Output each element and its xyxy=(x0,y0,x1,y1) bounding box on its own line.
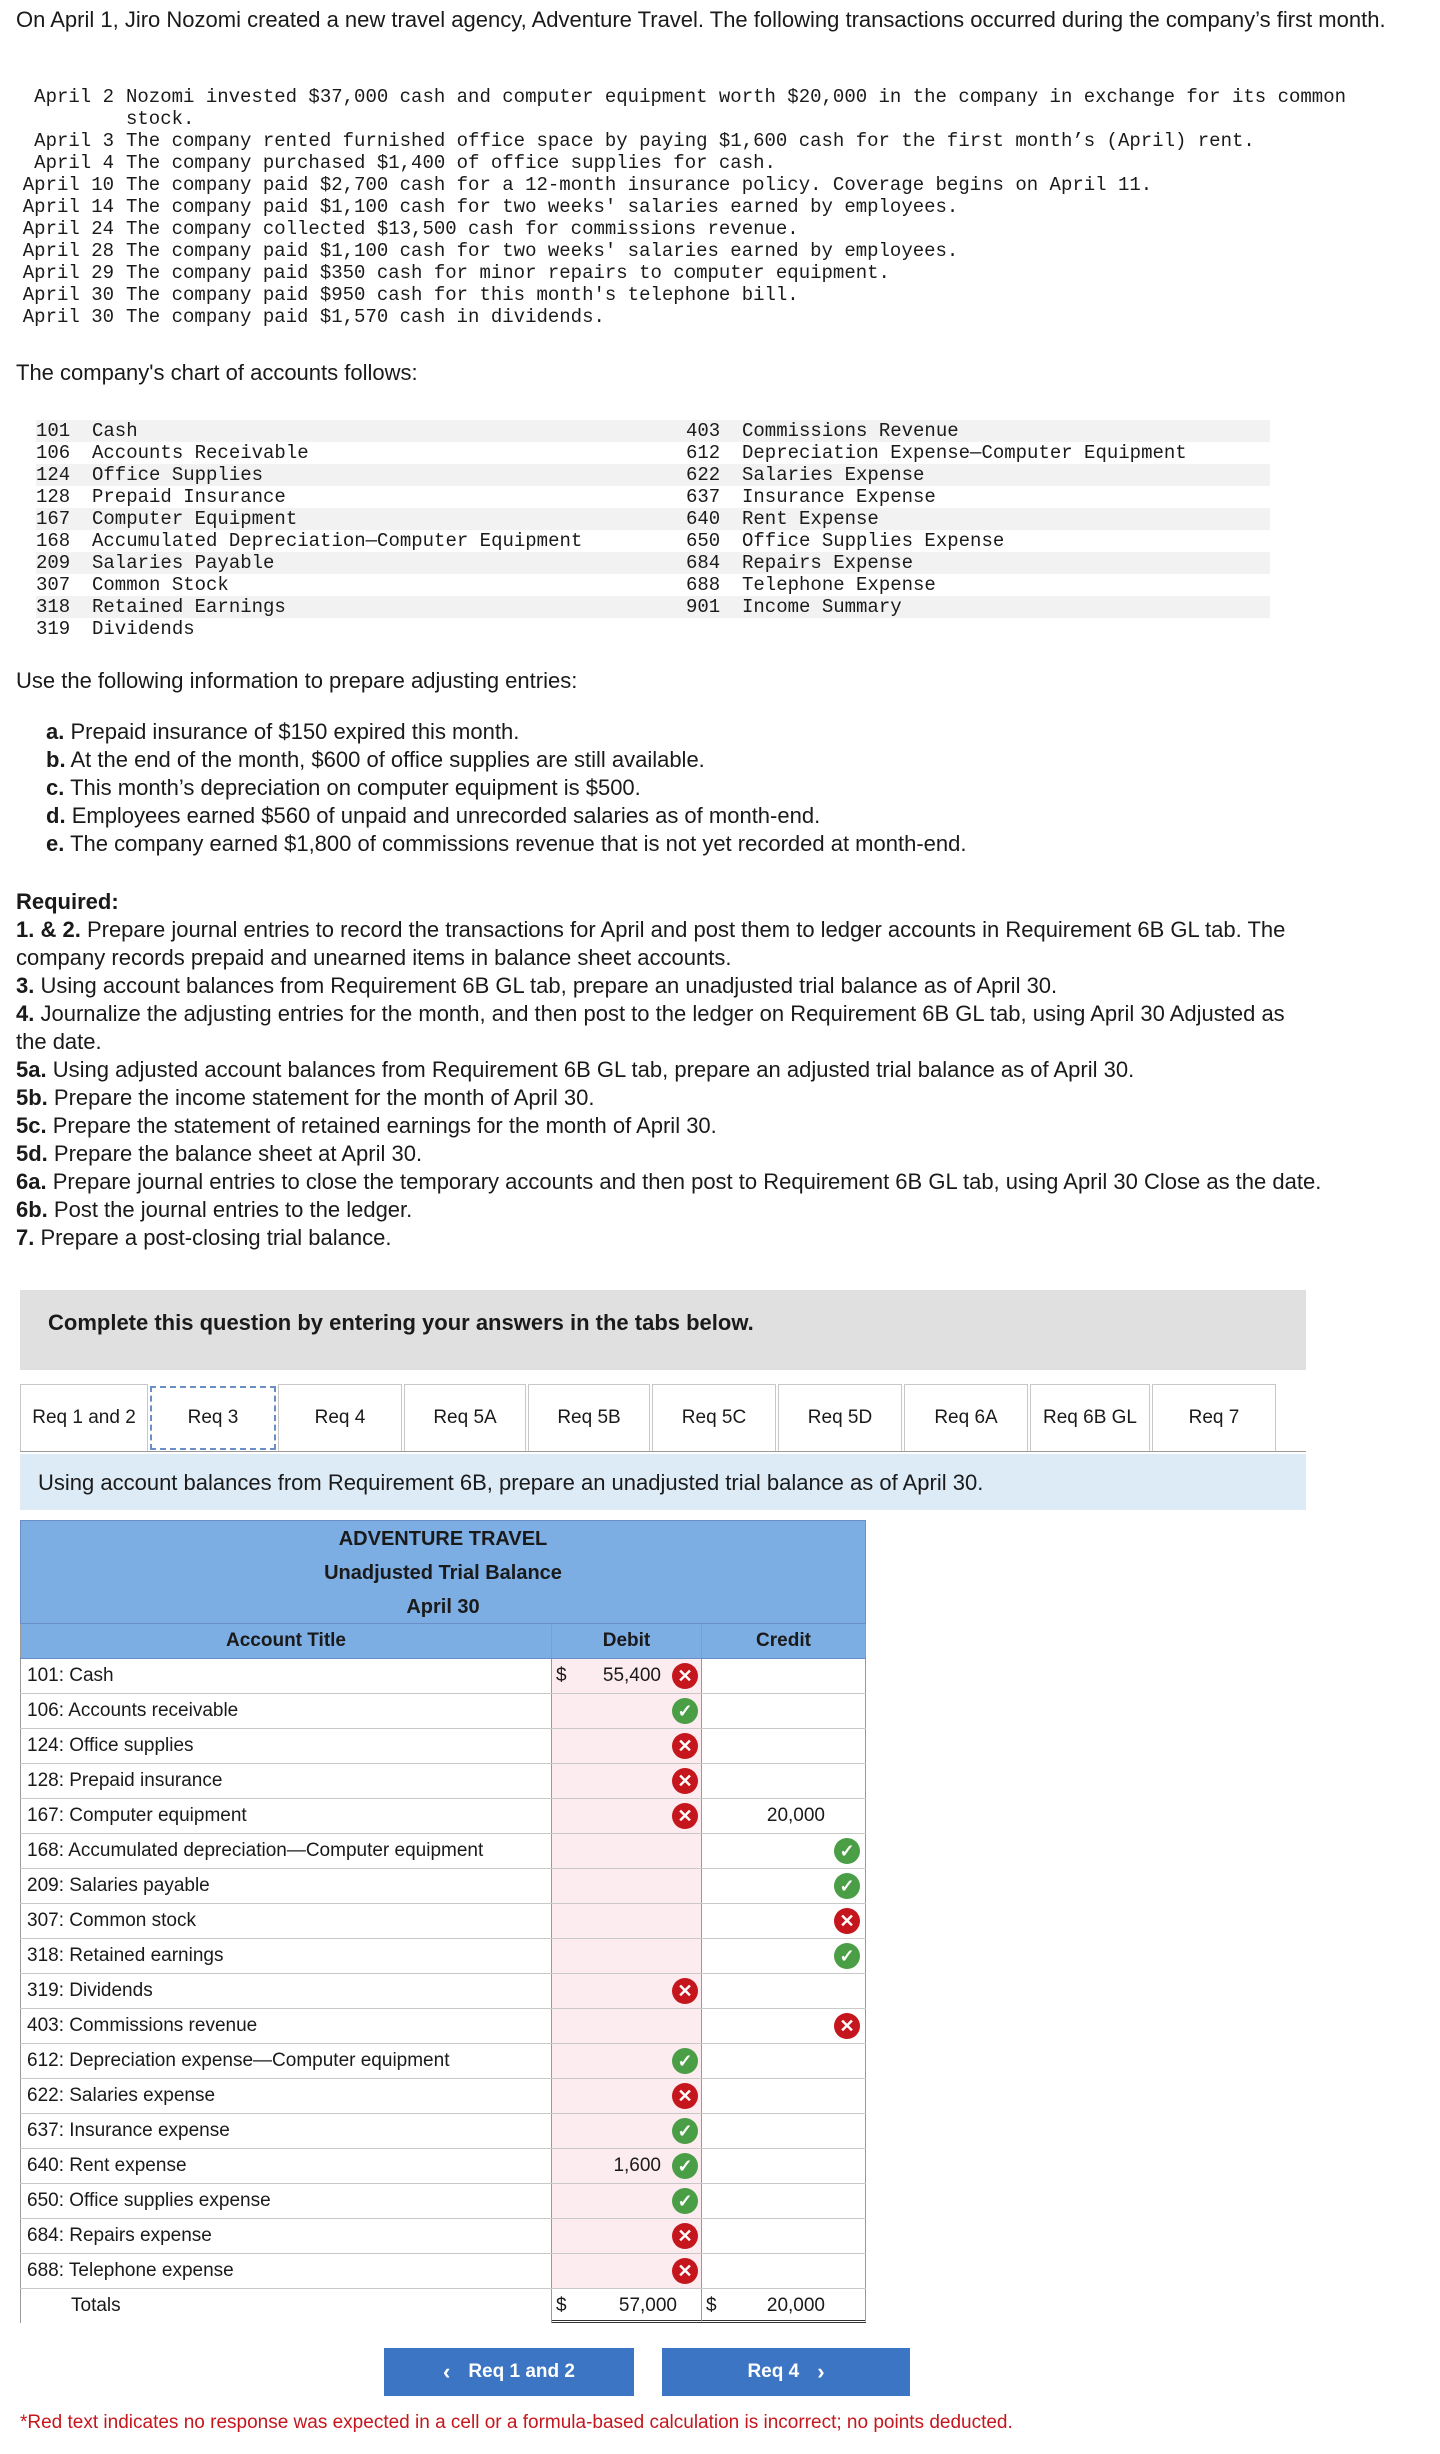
credit-input[interactable] xyxy=(702,1659,866,1693)
requirement-label: 5b. xyxy=(16,1085,48,1110)
requirement-item xyxy=(16,916,1436,972)
transaction-row xyxy=(14,152,1414,174)
debit-value: 55,400 xyxy=(602,1665,661,1686)
coa-row xyxy=(36,552,1270,574)
correct-icon: ✓ xyxy=(672,2118,698,2144)
tab-req-1-and-2[interactable]: Req 1 and 2 xyxy=(20,1384,148,1452)
account-title[interactable]: 168: Accumulated depreciation—Computer equipment xyxy=(20,1834,552,1868)
coa-account-right xyxy=(686,464,924,486)
coa-account-left xyxy=(36,530,582,552)
credit-input[interactable] xyxy=(702,1799,866,1833)
credit-input[interactable] xyxy=(702,1834,866,1868)
coa-name: Rent Expense xyxy=(742,508,879,530)
credit-input[interactable] xyxy=(702,1939,866,1973)
account-title[interactable]: 106: Accounts receivable xyxy=(20,1694,552,1728)
trial-balance-row xyxy=(20,1694,866,1729)
tab-req-7[interactable]: Req 7 xyxy=(1152,1384,1276,1452)
adjustment-item xyxy=(46,830,966,858)
coa-account-right xyxy=(686,486,936,508)
requirement-label: 7. xyxy=(16,1225,35,1250)
col-credit: Credit xyxy=(702,1624,866,1658)
account-title[interactable]: 167: Computer equipment xyxy=(20,1799,552,1833)
account-title[interactable]: 209: Salaries payable xyxy=(20,1869,552,1903)
debit-input[interactable] xyxy=(552,1974,702,2008)
requirement-label: 6b. xyxy=(16,1197,48,1222)
requirement-text: Prepare the balance sheet at April 30. xyxy=(53,1141,423,1166)
coa-name: Depreciation Expense—Computer Equipment xyxy=(742,442,1187,464)
transaction-date: April 30 xyxy=(22,306,114,328)
adjustments-heading: Use the following information to prepare adjusting entries: xyxy=(16,668,578,693)
coa-account-right xyxy=(686,552,913,574)
adjustment-item xyxy=(46,774,641,802)
coa-account-right xyxy=(686,596,902,618)
requirement-item xyxy=(16,1056,1436,1084)
coa-number: 128 xyxy=(36,486,71,508)
banner-text: Complete this question by entering your answers in the tabs below. xyxy=(48,1310,754,1335)
coa-row xyxy=(36,574,1270,596)
tab-req-5d[interactable]: Req 5D xyxy=(778,1384,902,1452)
coa-account-right xyxy=(686,574,936,596)
account-title[interactable]: 684: Repairs expense xyxy=(20,2219,552,2253)
trial-balance-row xyxy=(20,1974,866,2009)
transaction-date: April 4 xyxy=(34,152,114,174)
requirement-label: 5c. xyxy=(16,1113,47,1138)
trial-balance-row xyxy=(20,1904,866,1939)
requirement-label: 1. & 2. xyxy=(16,917,81,942)
coa-name: Insurance Expense xyxy=(742,486,936,508)
coa-number: 640 xyxy=(686,508,721,530)
coa-account-right xyxy=(686,420,959,442)
requirement-text: Journalize the adjusting entries for the month, and then post to the ledger on Requirement 6B GL tab, using April 30 Adjusted as xyxy=(40,1001,1285,1026)
adjustment-letter: c. xyxy=(46,775,65,800)
coa-row xyxy=(36,508,1270,530)
coa-name: Income Summary xyxy=(742,596,902,618)
footnote: *Red text indicates no response was expected in a cell or a formula-based calculation is incorrect; no points deducted. xyxy=(20,2412,1013,2433)
requirement-text: Post the journal entries to the ledger. xyxy=(53,1197,413,1222)
incorrect-icon: ✕ xyxy=(672,2258,698,2284)
coa-number: 101 xyxy=(36,420,71,442)
requirement-item xyxy=(16,1000,1436,1056)
requirement-item xyxy=(16,1140,1436,1168)
trial-balance-row xyxy=(20,1659,866,1694)
adjustment-item xyxy=(46,746,705,774)
debit-input[interactable] xyxy=(552,2114,702,2148)
requirement-text: Prepare the income statement for the month of April 30. xyxy=(53,1085,595,1110)
requirement-label: 5a. xyxy=(16,1057,47,1082)
next-req-label: Req 4 xyxy=(747,2361,800,2382)
transaction-date: April 28 xyxy=(22,240,114,262)
transaction-date: April 30 xyxy=(22,284,114,306)
coa-number: 901 xyxy=(686,596,721,618)
tab-divider xyxy=(20,1451,1306,1452)
coa-number: 106 xyxy=(36,442,71,464)
chevron-left-icon: ‹ xyxy=(443,2359,451,2384)
credit-input[interactable] xyxy=(702,1729,866,1763)
coa-heading: The company's chart of accounts follows: xyxy=(16,360,418,385)
total-debit-value: 57,000 xyxy=(618,2295,677,2316)
debit-value: 1,600 xyxy=(613,2155,661,2176)
requirement-label: 4. xyxy=(16,1001,35,1026)
coa-name: Salaries Payable xyxy=(92,552,275,574)
transaction-row xyxy=(14,284,1414,306)
incorrect-icon: ✕ xyxy=(834,1908,860,1934)
requirement-text: Using adjusted account balances from Requirement 6B GL tab, prepare an adjusted trial balance as of April 30. xyxy=(52,1057,1135,1082)
requirement-text: Prepare journal entries to close the temporary accounts and then post to Requirement 6B GL tab, using April 30 Close as the date. xyxy=(52,1169,1322,1194)
incorrect-icon: ✕ xyxy=(672,1768,698,1794)
coa-name: Telephone Expense xyxy=(742,574,936,596)
transaction-text: Nozomi invested $37,000 cash and computer equipment worth $20,000 in the company in exchange for its common xyxy=(126,86,1346,108)
transaction-text: The company paid $1,570 cash in dividends. xyxy=(126,306,605,328)
trial-balance-row xyxy=(20,1869,866,1904)
currency-symbol: $ xyxy=(556,1665,567,1686)
trial-balance-row xyxy=(20,2149,866,2184)
credit-input[interactable] xyxy=(702,2219,866,2253)
account-title[interactable]: 403: Commissions revenue xyxy=(20,2009,552,2043)
correct-icon: ✓ xyxy=(834,1838,860,1864)
account-title[interactable]: 622: Salaries expense xyxy=(20,2079,552,2113)
transaction-row xyxy=(14,130,1414,152)
transaction-text: The company purchased $1,400 of office supplies for cash. xyxy=(126,152,776,174)
trial-balance-row xyxy=(20,1764,866,1799)
adjustment-text: Employees earned $560 of unpaid and unrecorded salaries as of month-end. xyxy=(71,803,821,828)
transaction-text: The company paid $350 cash for minor repairs to computer equipment. xyxy=(126,262,890,284)
adjustment-letter: b. xyxy=(46,747,66,772)
requirement-text: Using account balances from Requirement 6B GL tab, prepare an unadjusted trial balance as of April 30. xyxy=(40,973,1058,998)
debit-input[interactable] xyxy=(552,2079,702,2113)
requirement-item xyxy=(16,1196,1436,1224)
coa-name: Dividends xyxy=(92,618,195,640)
coa-number: 167 xyxy=(36,508,71,530)
account-title[interactable]: 307: Common stock xyxy=(20,1904,552,1938)
coa-account-left xyxy=(36,508,297,530)
debit-input[interactable] xyxy=(552,2184,702,2218)
account-title[interactable]: 650: Office supplies expense xyxy=(20,2184,552,2218)
currency-symbol: $ xyxy=(706,2295,717,2316)
coa-account-left xyxy=(36,618,195,640)
prev-req-label: Req 1 and 2 xyxy=(468,2361,575,2382)
correct-icon: ✓ xyxy=(672,2153,698,2179)
coa-name: Common Stock xyxy=(92,574,229,596)
correct-icon: ✓ xyxy=(834,1943,860,1969)
requirement-label: 3. xyxy=(16,973,35,998)
account-title[interactable]: 637: Insurance expense xyxy=(20,2114,552,2148)
trial-balance-row xyxy=(20,2219,866,2254)
debit-input[interactable] xyxy=(552,1869,702,1903)
coa-name: Retained Earnings xyxy=(92,596,286,618)
coa-name: Repairs Expense xyxy=(742,552,914,574)
credit-input[interactable] xyxy=(702,2254,866,2288)
credit-input[interactable] xyxy=(702,1869,866,1903)
coa-number: 403 xyxy=(686,420,721,442)
correct-icon: ✓ xyxy=(672,2048,698,2074)
account-title[interactable]: 101: Cash xyxy=(20,1659,552,1693)
coa-number: 637 xyxy=(686,486,721,508)
incorrect-icon: ✕ xyxy=(672,2223,698,2249)
tab-req-6a[interactable]: Req 6A xyxy=(904,1384,1028,1452)
account-title[interactable]: 319: Dividends xyxy=(20,1974,552,2008)
coa-row xyxy=(36,464,1270,486)
requirement-label: 6a. xyxy=(16,1169,47,1194)
requirement-item xyxy=(16,1168,1436,1196)
coa-number: 612 xyxy=(686,442,721,464)
coa-number: 318 xyxy=(36,596,71,618)
trial-balance-row xyxy=(20,2254,866,2289)
tab-req-5a[interactable]: Req 5A xyxy=(404,1384,526,1452)
adjustment-text: The company earned $1,800 of commissions revenue that is not yet recorded at month-end. xyxy=(70,831,967,856)
coa-row xyxy=(36,420,1270,442)
trial-balance-row xyxy=(20,2044,866,2079)
transaction-row xyxy=(14,218,1414,240)
requirement-text: Prepare journal entries to record the transactions for April and post them to ledger accounts in Requirement 6B GL tab. The xyxy=(86,917,1286,942)
coa-number: 124 xyxy=(36,464,71,486)
debit-input[interactable] xyxy=(552,2044,702,2078)
tab-req-3[interactable]: Req 3 xyxy=(150,1386,276,1450)
currency-symbol: $ xyxy=(556,2295,567,2316)
requirement-item xyxy=(16,1224,1436,1252)
trial-balance-row xyxy=(20,2114,866,2149)
col-debit: Debit xyxy=(552,1624,702,1658)
requirement-text-cont: the date. xyxy=(16,1029,102,1054)
coa-row xyxy=(36,442,1270,464)
transaction-date: April 10 xyxy=(22,174,114,196)
adjustment-item xyxy=(46,718,519,746)
requirement-label: 5d. xyxy=(16,1141,48,1166)
transaction-date: April 3 xyxy=(34,130,114,152)
transaction-date: April 29 xyxy=(22,262,114,284)
company-name: ADVENTURE TRAVEL xyxy=(338,1528,548,1550)
coa-name: Cash xyxy=(92,420,138,442)
coa-number: 684 xyxy=(686,552,721,574)
requirement-item xyxy=(16,1112,1436,1140)
credit-input[interactable] xyxy=(702,2079,866,2113)
coa-name: Commissions Revenue xyxy=(742,420,959,442)
col-account-title: Account Title xyxy=(20,1624,552,1658)
credit-input[interactable] xyxy=(702,2184,866,2218)
account-title[interactable]: 128: Prepaid insurance xyxy=(20,1764,552,1798)
debit-input[interactable] xyxy=(552,1799,702,1833)
chevron-right-icon: › xyxy=(817,2359,825,2384)
incorrect-icon: ✕ xyxy=(834,2013,860,2039)
credit-input[interactable] xyxy=(702,1974,866,2008)
trial-balance-row xyxy=(20,2079,866,2114)
debit-input[interactable] xyxy=(552,2254,702,2288)
coa-account-right xyxy=(686,530,1004,552)
correct-icon: ✓ xyxy=(672,1698,698,1724)
coa-name: Office Supplies xyxy=(92,464,264,486)
coa-name: Salaries Expense xyxy=(742,464,925,486)
coa-number: 307 xyxy=(36,574,71,596)
transaction-text: The company paid $950 cash for this month's telephone bill. xyxy=(126,284,799,306)
coa-name: Computer Equipment xyxy=(92,508,298,530)
trial-balance-row xyxy=(20,1729,866,1764)
debit-input[interactable] xyxy=(552,1659,702,1693)
column-header-row xyxy=(20,1624,866,1659)
coa-account-right xyxy=(686,442,1187,464)
debit-input[interactable] xyxy=(552,2219,702,2253)
account-title[interactable]: 318: Retained earnings xyxy=(20,1939,552,1973)
correct-icon: ✓ xyxy=(834,1873,860,1899)
trial-balance-row xyxy=(20,1799,866,1834)
credit-input[interactable] xyxy=(702,2149,866,2183)
trial-balance-row xyxy=(20,2184,866,2219)
intro-text: On April 1, Jiro Nozomi created a new travel agency, Adventure Travel. The following transactions occurred during the company’s first month. xyxy=(16,7,1386,32)
total-credit-value: 20,000 xyxy=(766,2295,825,2316)
requirement-text: Prepare a post-closing trial balance. xyxy=(40,1225,392,1250)
transaction-date: April 24 xyxy=(22,218,114,240)
debit-input[interactable] xyxy=(552,2149,702,2183)
debit-input[interactable] xyxy=(552,1694,702,1728)
debit-input[interactable] xyxy=(552,1834,702,1868)
debit-input[interactable] xyxy=(552,1939,702,1973)
coa-account-left xyxy=(36,442,309,464)
total-debit xyxy=(552,2289,702,2323)
required-heading: Required: xyxy=(16,889,119,914)
coa-row xyxy=(36,486,1270,508)
coa-account-left xyxy=(36,464,263,486)
trial-balance-row xyxy=(20,1834,866,1869)
adjustment-text: Prepaid insurance of $150 expired this month. xyxy=(70,719,520,744)
coa-account-left xyxy=(36,486,286,508)
requirement-item xyxy=(16,1084,1436,1112)
adjustment-letter: e. xyxy=(46,831,65,856)
statement-date: April 30 xyxy=(406,1596,480,1618)
trial-balance-row xyxy=(20,1939,866,1974)
transaction-date: April 2 xyxy=(34,86,114,108)
transaction-text: The company paid $1,100 cash for two weeks' salaries earned by employees. xyxy=(126,240,959,262)
transaction-row xyxy=(14,240,1414,262)
transaction-text: The company collected $13,500 cash for commissions revenue. xyxy=(126,218,799,240)
incorrect-icon: ✕ xyxy=(672,1663,698,1689)
transaction-list xyxy=(14,86,1414,328)
adjustment-text: At the end of the month, $600 of office supplies are still available. xyxy=(70,747,705,772)
transaction-row xyxy=(14,196,1414,218)
coa-account-left xyxy=(36,552,274,574)
tab-req-6b-gl[interactable]: Req 6B GL xyxy=(1030,1384,1150,1452)
coa-name: Accumulated Depreciation—Computer Equipment xyxy=(92,530,583,552)
coa-number: 168 xyxy=(36,530,71,552)
incorrect-icon: ✕ xyxy=(672,1978,698,2004)
account-title[interactable]: 688: Telephone expense xyxy=(20,2254,552,2288)
account-title[interactable]: 640: Rent expense xyxy=(20,2149,552,2183)
tab-req-4[interactable]: Req 4 xyxy=(278,1384,402,1452)
coa-account-left xyxy=(36,420,138,442)
correct-icon: ✓ xyxy=(672,2188,698,2214)
debit-input[interactable] xyxy=(552,1904,702,1938)
requirement-text: Prepare the statement of retained earnings for the month of April 30. xyxy=(52,1113,717,1138)
coa-name: Office Supplies Expense xyxy=(742,530,1005,552)
statement-title: Unadjusted Trial Balance xyxy=(324,1562,562,1584)
coa-number: 650 xyxy=(686,530,721,552)
coa-account-left xyxy=(36,574,229,596)
coa-name: Accounts Receivable xyxy=(92,442,309,464)
coa-row xyxy=(36,596,1270,618)
account-title[interactable]: 612: Depreciation expense—Computer equipment xyxy=(20,2044,552,2078)
credit-input[interactable] xyxy=(702,1694,866,1728)
total-credit xyxy=(702,2289,866,2323)
incorrect-icon: ✕ xyxy=(672,1803,698,1829)
credit-input[interactable] xyxy=(702,2009,866,2043)
account-title[interactable]: 124: Office supplies xyxy=(20,1729,552,1763)
credit-input[interactable] xyxy=(702,1764,866,1798)
coa-number: 622 xyxy=(686,464,721,486)
transaction-row xyxy=(14,306,1414,328)
tab-req-5b[interactable]: Req 5B xyxy=(528,1384,650,1452)
totals-row xyxy=(20,2289,866,2324)
coa-row xyxy=(36,618,1270,640)
next-req-button[interactable] xyxy=(662,2348,910,2396)
prev-req-button[interactable] xyxy=(384,2348,634,2396)
credit-input[interactable] xyxy=(702,2044,866,2078)
debit-input[interactable] xyxy=(552,1729,702,1763)
incorrect-icon: ✕ xyxy=(672,1733,698,1759)
requirement-item xyxy=(16,972,1436,1000)
coa-account-left xyxy=(36,596,286,618)
trial-balance-row xyxy=(20,2009,866,2044)
coa-name: Prepaid Insurance xyxy=(92,486,286,508)
transaction-row xyxy=(14,262,1414,284)
debit-input[interactable] xyxy=(552,2009,702,2043)
adjustment-item xyxy=(46,802,820,830)
tab-instruction-text: Using account balances from Requirement 6B, prepare an unadjusted trial balance as of April 30. xyxy=(38,1470,984,1495)
requirement-text-cont: company records prepaid and unearned items in balance sheet accounts. xyxy=(16,945,732,970)
adjustment-letter: a. xyxy=(46,719,65,744)
transaction-date: April 14 xyxy=(22,196,114,218)
transaction-row xyxy=(14,174,1414,196)
coa-number: 319 xyxy=(36,618,71,640)
transaction-text: The company rented furnished office space by paying $1,600 cash for the first month’s (April) rent. xyxy=(126,130,1255,152)
transaction-text: The company paid $2,700 cash for a 12-month insurance policy. Coverage begins on April 11. xyxy=(126,174,1153,196)
transaction-continuation: stock. xyxy=(126,108,195,130)
totals-label: Totals xyxy=(20,2289,552,2323)
adjustment-letter: d. xyxy=(46,803,66,828)
coa-row xyxy=(36,530,1270,552)
coa-number: 688 xyxy=(686,574,721,596)
credit-input[interactable] xyxy=(702,2114,866,2148)
credit-input[interactable] xyxy=(702,1904,866,1938)
credit-value: 20,000 xyxy=(766,1805,825,1826)
coa-number: 209 xyxy=(36,552,71,574)
debit-input[interactable] xyxy=(552,1764,702,1798)
incorrect-icon: ✕ xyxy=(672,2083,698,2109)
coa-account-right xyxy=(686,508,879,530)
transaction-text: The company paid $1,100 cash for two weeks' salaries earned by employees. xyxy=(126,196,959,218)
transaction-row xyxy=(14,86,1414,108)
adjustment-text: This month’s depreciation on computer equipment is $500. xyxy=(70,775,641,800)
tab-req-5c[interactable]: Req 5C xyxy=(652,1384,776,1452)
